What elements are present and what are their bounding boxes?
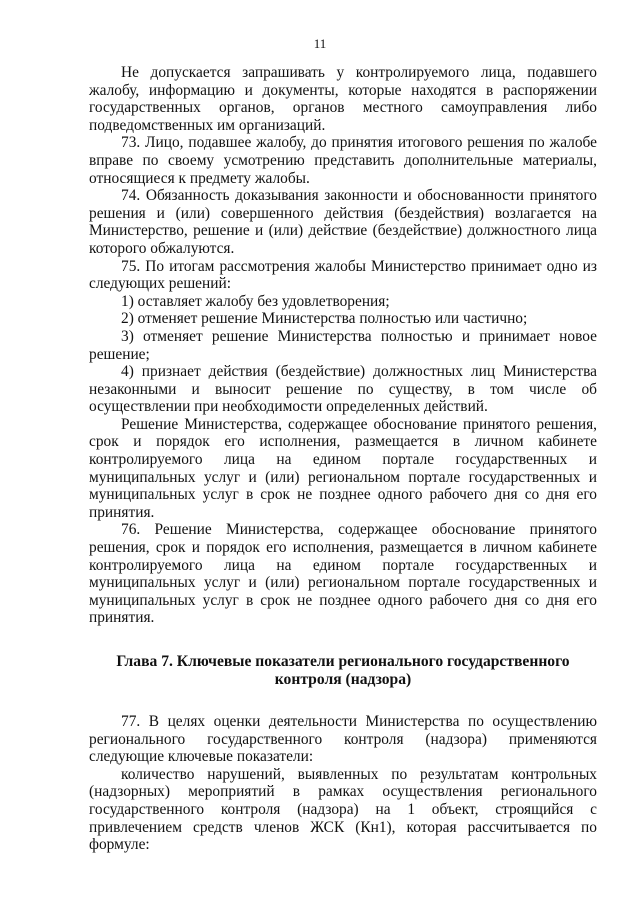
- page-number: 11: [313, 36, 327, 51]
- paragraph-74: 74. Обязанность доказывания законности и обоснованности принятого решения и (или) совершенного действия (бездействия) возлагается на Министерство, решение и (или) действие (бездействие) должностного лица которого обжалуются.: [89, 187, 597, 257]
- paragraph-77: 77. В целях оценки деятельности Министерства по осуществлению регионального государственного контроля (надзора) применяются следующие ключевые показатели:: [89, 713, 597, 766]
- chapter-heading-line1: Глава 7. Ключевые показатели регионального государственного: [116, 653, 570, 670]
- paragraph-75: 75. По итогам рассмотрения жалобы Министерство принимает одно из следующих решений:: [89, 257, 597, 293]
- paragraph-73: 73. Лицо, подавшее жалобу, до принятия итогового решения по жалобе вправе по своему усмотрению представить дополнительные материалы, относящиеся к предмету жалобы.: [89, 134, 597, 187]
- paragraph-72-cont: Не допускается запрашивать у контролируемого лица, подавшего жалобу, информацию и документы, которые находятся в распоряжении государственных органов, органов местного самоуправления либо подведомственных им организаций.: [89, 64, 597, 134]
- document-body: [89, 64, 597, 854]
- chapter-heading: [89, 653, 597, 689]
- paragraph-decision: Решение Министерства, содержащее обоснование принятого решения, срок и порядок его исполнения, размещается в личном кабинете контролируемого лица на едином портале государственных и муниципальных услуг и (или) региональном портале государственных и муниципальных услуг в срок не позднее одного рабочего дня со дня его принятия.: [89, 415, 597, 521]
- list-item-1: 1) оставляет жалобу без удовлетворения;: [121, 292, 390, 310]
- list-item-3: 3) отменяет решение Министерства полностью и принимает новое решение;: [89, 327, 597, 363]
- paragraph-76: 76. Решение Министерства, содержащее обоснование принятого решения, срок и порядок его исполнения, размещается в личном кабинете контролируемого лица на едином портале государственных и муниципальных услуг и (или) региональном портале государственных и муниципальных услуг в срок не позднее одного рабочего дня со дня его принятия.: [89, 521, 597, 627]
- list-item-2: 2) отменяет решение Министерства полностью или частично;: [121, 310, 528, 328]
- chapter-heading-line2: контроля (надзора): [274, 671, 412, 688]
- list-item-4: 4) признает действия (бездействие) должностных лиц Министерства незаконными и выносит решение по существу, в том числе об осуществлении при необходимости определенных действий.: [89, 363, 597, 416]
- paragraph-indicator: количество нарушений, выявленных по результатам контрольных (надзорных) мероприятий в рамках осуществления регионального государственного контроля (надзора) на 1 объект, строящийся с привлечением средств членов ЖСК (Кн1), которая рассчитывается по формуле:: [89, 765, 597, 854]
